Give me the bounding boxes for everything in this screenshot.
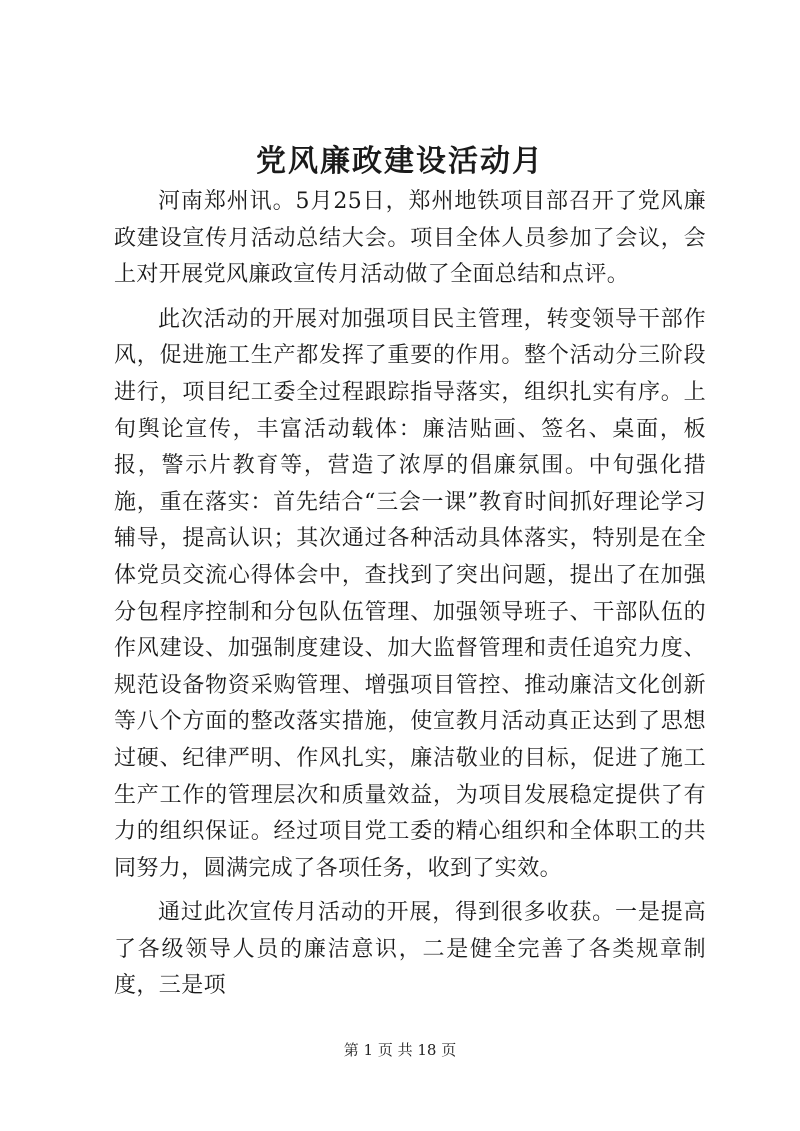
- paragraph-1: 河南郑州讯。5月25日，郑州地铁项目部召开了党风廉政建设宣传月活动总结大会。项目全体人员参加了会议，会上对开展党风廉政宣传月活动做了全面总结和点评。: [114, 189, 706, 288]
- document-title: 党风廉政建设活动月: [256, 144, 544, 179]
- document-body: [114, 184, 706, 1005]
- paragraph-3: 通过此次宣传月活动的开展，得到很多收获。一是提高了各级领导人员的廉洁意识，二是健全完善了各类规章制度，三是项: [114, 900, 706, 999]
- paragraph-2: 此次活动的开展对加强项目民主管理，转变领导干部作风，促进施工生产都发挥了重要的作用。整个活动分三阶段进行，项目纪工委全过程跟踪指导落实，组织扎实有序。上旬舆论宣传，丰富活动载体：廉洁贴画、签名、桌面，板报，警示片教育等，营造了浓厚的倡廉氛围。中旬强化措施，重在落实：首先结合“三会一课”教育时间抓好理论学习辅导，提高认识；其次通过各种活动具体落实，特别是在全体党员交流心得体会中，查找到了突出问题，提出了在加强分包程序控制和分包队伍管理、加强领导班子、干部队伍的作风建设、加强制度建设、加大监督管理和责任追究力度、规范设备物资采购管理、增强项目管控、推动廉洁文化创新等八个方面的整改落实措施，使宣教月活动真正达到了思想过硬、纪律严明、作风扎实，廉洁敬业的目标，促进了施工生产工作的管理层次和质量效益，为项目发展稳定提供了有力的组织保证。经过项目党工委的精心组织和全体职工的共同努力，圆满完成了各项任务，收到了实效。: [114, 306, 706, 881]
- page-number-footer: 第 1 页 共 18 页: [343, 1041, 457, 1059]
